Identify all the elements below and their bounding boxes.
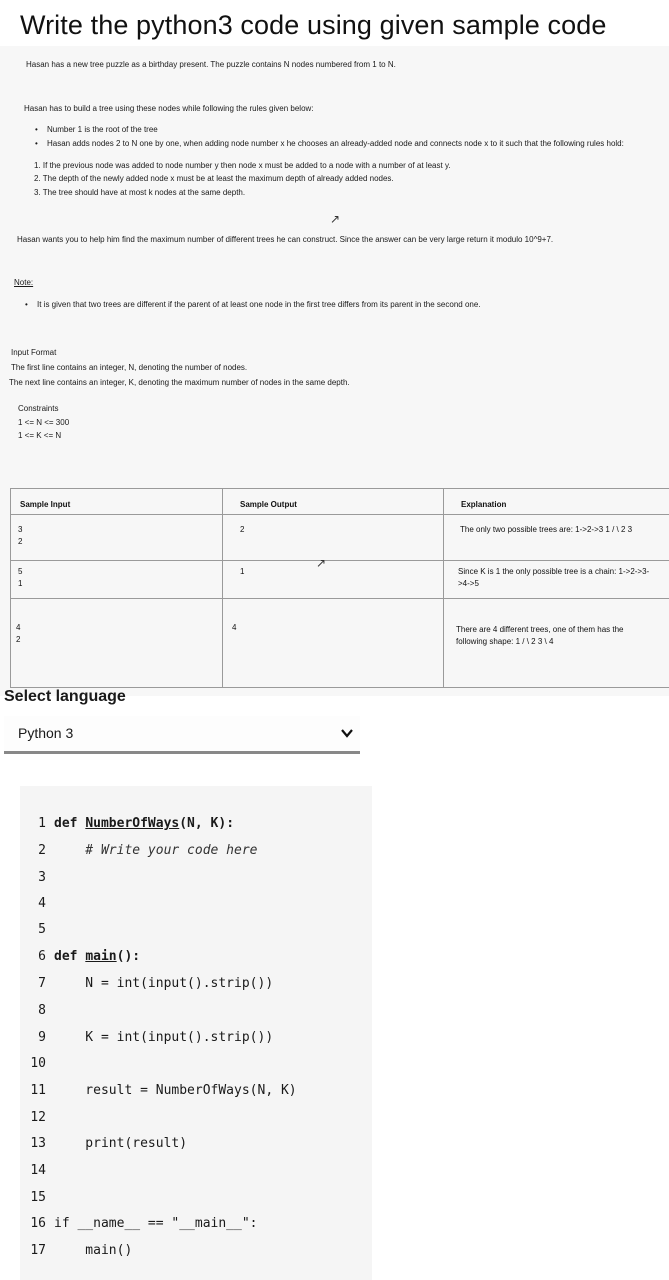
line-number: 1: [38, 816, 46, 831]
code-line[interactable]: # Write your code here: [54, 843, 258, 858]
sample-explanation-cell: [458, 566, 649, 590]
line-number: 13: [30, 1136, 46, 1151]
constraint-n: 1 <= N <= 300: [18, 418, 70, 427]
sample-value: 5: [18, 567, 23, 576]
code-editor[interactable]: [20, 786, 372, 1280]
rule-3: 3. The tree should have at most k nodes at the same depth.: [34, 188, 246, 197]
explanation-line: >4->5: [458, 579, 479, 588]
header-explanation: Explanation: [461, 500, 507, 509]
intro-text: Hasan has a new tree puzzle as a birthday present. The puzzle contains N nodes numbered from 1 to N.: [26, 60, 396, 69]
input-line-2: The next line contains an integer, K, denoting the maximum number of nodes in the same depth.: [9, 378, 350, 387]
code-line[interactable]: N = int(input().strip()): [54, 976, 274, 991]
bullet-adding: • Hasan adds nodes 2 to N one by one, when adding node number x he chooses an already-added node and connects node x to it such that the following rules hold:: [47, 139, 624, 148]
code-line[interactable]: def NumberOfWays(N, K):: [54, 816, 235, 831]
code-line[interactable]: if __name__ == "__main__":: [54, 1216, 258, 1231]
line-number: 2: [38, 843, 46, 858]
line-number: 3: [38, 870, 46, 885]
header-sample-input: Sample Input: [20, 500, 71, 509]
table-border: [443, 488, 444, 688]
code-line[interactable]: result = NumberOfWays(N, K): [54, 1083, 297, 1098]
line-number: 4: [38, 896, 46, 911]
sample-value: 1: [18, 579, 23, 588]
line-number: 16: [30, 1216, 46, 1231]
table-border: [10, 514, 669, 515]
header-sample-output: Sample Output: [240, 500, 297, 509]
line-number: 8: [38, 1003, 46, 1018]
table-border: [10, 488, 669, 489]
code-line[interactable]: print(result): [54, 1136, 188, 1151]
rule-1: 1. If the previous node was added to node number y then node x must be added to a node with a number of at least y.: [34, 161, 451, 170]
select-language-label: Select language: [4, 688, 126, 705]
line-number: 10: [30, 1056, 46, 1071]
sample-value: 2: [18, 537, 23, 546]
language-selected-value: Python 3: [18, 725, 74, 741]
sample-input-cell: [18, 566, 22, 590]
table-border: [222, 488, 223, 688]
line-number: 12: [30, 1110, 46, 1125]
table-border: [10, 598, 669, 599]
sample-output-cell: 4: [232, 623, 237, 632]
note-label: Note:: [14, 278, 34, 287]
page-title: Write the python3 code using given sample code: [20, 10, 607, 40]
bullet-root: • Number 1 is the root of the tree: [47, 125, 158, 134]
explanation-line: There are 4 different trees, one of them has the: [456, 625, 624, 634]
sample-output-cell: 1: [240, 567, 245, 576]
input-format-label: Input Format: [11, 348, 57, 357]
code-line[interactable]: main(): [54, 1243, 133, 1258]
sample-value: 3: [18, 525, 23, 534]
constraint-k: 1 <= K <= N: [18, 431, 62, 440]
sample-value: 2: [16, 635, 21, 644]
explanation-line: following shape: 1 / \ 2 3 \ 4: [456, 637, 554, 646]
sample-value: 4: [16, 623, 21, 632]
mouse-cursor-icon: ↗: [316, 556, 327, 570]
line-number: 6: [38, 949, 46, 964]
table-border: [10, 560, 669, 561]
sample-input-cell: [18, 524, 22, 548]
input-line-1: The first line contains an integer, N, denoting the number of nodes.: [11, 363, 248, 372]
sample-explanation-cell: The only two possible trees are: 1->2->3 1 / \ 2 3: [460, 525, 633, 534]
line-number: 5: [38, 922, 46, 937]
line-number: 14: [30, 1163, 46, 1178]
line-number: 7: [38, 976, 46, 991]
line-number: 17: [30, 1243, 46, 1258]
goal-text: Hasan wants you to help him find the maximum number of different trees he can construct. Since the answer can be very large return it modulo 10^9+7.: [17, 235, 554, 244]
mouse-cursor-icon: ↗: [330, 212, 341, 226]
language-dropdown[interactable]: [4, 716, 360, 754]
sample-output-cell: 2: [240, 525, 245, 534]
code-line[interactable]: K = int(input().strip()): [54, 1030, 274, 1045]
line-number: 15: [30, 1190, 46, 1205]
constraints-label: Constraints: [18, 404, 59, 413]
table-border: [10, 488, 11, 688]
note-text: • It is given that two trees are different if the parent of at least one node in the first tree differs from its parent in the second one.: [37, 300, 481, 309]
rule-2: 2. The depth of the newly added node x must be at least the maximum depth of already added nodes.: [34, 174, 394, 183]
sample-explanation-cell: [456, 624, 624, 648]
explanation-line: Since K is 1 the only possible tree is a chain: 1->2->3-: [458, 567, 650, 576]
line-number: 11: [30, 1083, 46, 1098]
build-intro-text: Hasan has to build a tree using these nodes while following the rules given below:: [24, 104, 314, 113]
code-line[interactable]: def main():: [54, 949, 141, 964]
sample-table: [10, 488, 669, 688]
line-number: 9: [38, 1030, 46, 1045]
chevron-down-icon: [340, 726, 354, 740]
sample-input-cell: [16, 622, 20, 646]
